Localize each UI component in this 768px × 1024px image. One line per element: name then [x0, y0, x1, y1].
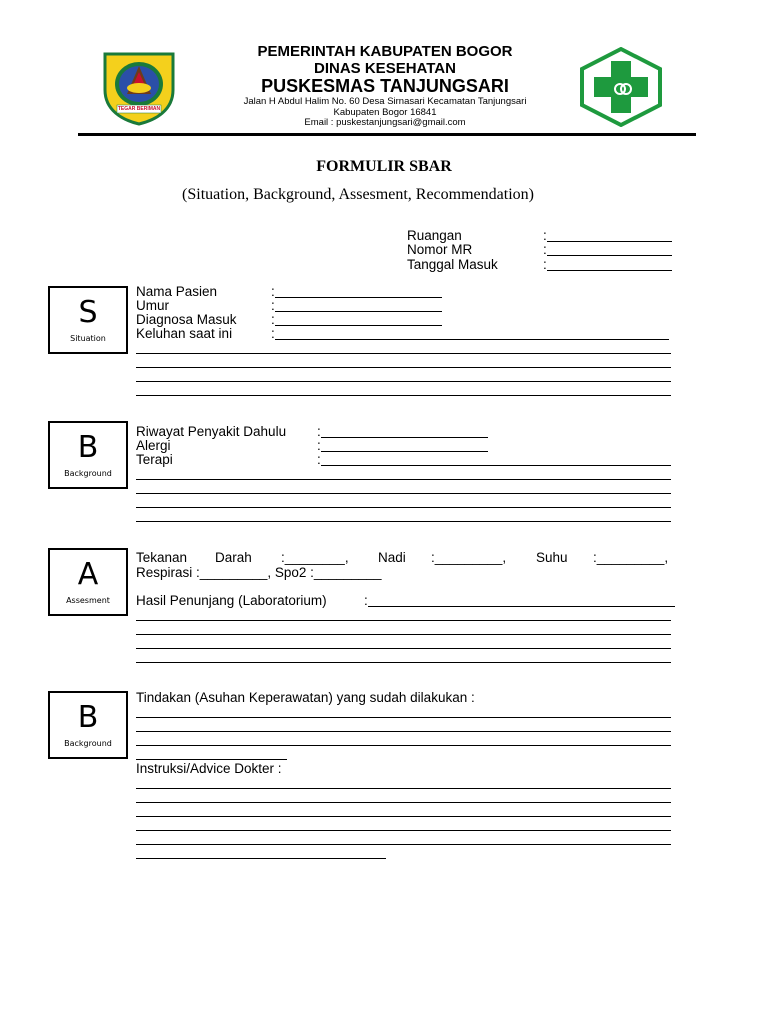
recommendation-caption: Background: [64, 739, 112, 748]
keluhan-field[interactable]: [275, 339, 669, 340]
instruksi-label: Instruksi/Advice Dokter :: [136, 761, 282, 776]
instruksi-line-6[interactable]: [136, 858, 386, 859]
nama-pasien-colon: :: [271, 284, 275, 299]
instruksi-line-5[interactable]: [136, 844, 671, 845]
assessment-caption: Assesment: [66, 596, 110, 605]
assessment-letter: A: [77, 557, 99, 592]
terapi-label: Terapi: [136, 452, 173, 467]
hasil-penunjang-field[interactable]: [368, 606, 675, 607]
situation-box: [48, 286, 128, 354]
umur-field[interactable]: [275, 311, 442, 312]
ruangan-label: Ruangan: [407, 228, 462, 243]
keluhan-label: Keluhan saat ini: [136, 326, 233, 341]
riwayat-field[interactable]: [321, 437, 488, 438]
nadi-label: Nadi: [378, 550, 406, 565]
alergi-colon: :: [317, 438, 321, 453]
nomor-mr-label: Nomor MR: [407, 242, 473, 257]
suhu-label: Suhu: [536, 550, 568, 565]
respirasi-spo2-line[interactable]: Respirasi :_________, Spo2 :_________: [136, 565, 382, 580]
background-box: [48, 421, 128, 489]
recommendation-box: [48, 691, 128, 759]
header-city: Kabupaten Bogor 16841: [333, 107, 437, 118]
hasil-colon: :: [364, 593, 368, 608]
header-puskesmas: PUSKESMAS TANJUNGSARI: [261, 76, 509, 96]
instruksi-line-2[interactable]: [136, 802, 671, 803]
assessment-box: [48, 548, 128, 616]
alergi-field[interactable]: [321, 451, 488, 452]
tekanan-label: Tekanan: [136, 550, 188, 565]
background-line-4[interactable]: [136, 521, 671, 522]
instruksi-line-3[interactable]: [136, 816, 671, 817]
alergi-label: Alergi: [136, 438, 171, 453]
nama-pasien-field[interactable]: [275, 297, 442, 298]
background-line-2[interactable]: [136, 493, 671, 494]
form-subtitle: (Situation, Background, Assesment, Recommendation): [182, 186, 534, 203]
form-title: FORMULIR SBAR: [316, 158, 452, 175]
situation-line-4[interactable]: [136, 395, 671, 396]
background-line-1[interactable]: [136, 479, 671, 480]
instruksi-line-1[interactable]: [136, 788, 671, 789]
header-department: DINAS KESEHATAN: [314, 60, 456, 77]
situation-letter: S: [78, 295, 98, 330]
background-line-3[interactable]: [136, 507, 671, 508]
header-divider: [78, 133, 696, 136]
situation-line-3[interactable]: [136, 381, 671, 382]
nomor-mr-field[interactable]: [547, 255, 672, 256]
nadi-field[interactable]: :_________,: [431, 550, 507, 565]
tanggal-masuk-field[interactable]: [547, 270, 672, 271]
assessment-line-3[interactable]: [136, 648, 671, 649]
tindakan-line-2[interactable]: [136, 731, 671, 732]
terapi-field[interactable]: [321, 465, 671, 466]
tindakan-line-1[interactable]: [136, 717, 671, 718]
tindakan-line-3[interactable]: [136, 745, 671, 746]
header-address: Jalan H Abdul Halim No. 60 Desa Sirnasari Kecamatan Tanjungsari: [243, 96, 527, 107]
situation-caption: Situation: [70, 334, 106, 343]
assessment-line-2[interactable]: [136, 634, 671, 635]
keluhan-colon: :: [271, 326, 275, 341]
situation-line-2[interactable]: [136, 367, 671, 368]
umur-colon: :: [271, 298, 275, 313]
diagnosa-masuk-colon: :: [271, 312, 275, 327]
tindakan-line-4[interactable]: [136, 759, 287, 760]
riwayat-label: Riwayat Penyakit Dahulu: [136, 424, 287, 439]
terapi-colon: :: [317, 452, 321, 467]
situation-line-1[interactable]: [136, 353, 671, 354]
umur-label: Umur: [136, 298, 169, 313]
right-logo: [580, 47, 662, 127]
background-caption: Background: [64, 469, 112, 478]
recommendation-letter: B: [77, 700, 99, 735]
diagnosa-masuk-field[interactable]: [275, 325, 442, 326]
diagnosa-masuk-label: Diagnosa Masuk: [136, 312, 237, 327]
darah-label: Darah: [215, 550, 252, 565]
header-government: PEMERINTAH KABUPATEN BOGOR: [257, 43, 513, 60]
header-email: Email : puskestanjungsari@gmail.com: [304, 117, 466, 128]
tanggal-masuk-colon: :: [543, 257, 547, 272]
kabupaten-bogor-emblem-icon: [101, 50, 177, 126]
ruangan-field[interactable]: [547, 241, 672, 242]
suhu-field[interactable]: :_________,: [593, 550, 669, 565]
nomor-mr-colon: :: [543, 242, 547, 257]
left-logo: [101, 50, 177, 126]
riwayat-colon: :: [317, 424, 321, 439]
nama-pasien-label: Nama Pasien: [136, 284, 218, 299]
hasil-penunjang-label: Hasil Penunjang (Laboratorium): [136, 593, 327, 608]
assessment-line-4[interactable]: [136, 662, 671, 663]
instruksi-line-4[interactable]: [136, 830, 671, 831]
logo-motto: TEGAR BERIMAN: [117, 106, 161, 112]
puskesmas-green-cross-logo-icon: [580, 47, 662, 127]
tekanan-darah-field[interactable]: :________,: [281, 550, 349, 565]
assessment-line-1[interactable]: [136, 620, 671, 621]
tindakan-label: Tindakan (Asuhan Keperawatan) yang sudah dilakukan :: [136, 690, 475, 705]
ruangan-colon: :: [543, 228, 547, 243]
tanggal-masuk-label: Tanggal Masuk: [407, 257, 498, 272]
background-letter: B: [77, 430, 99, 465]
